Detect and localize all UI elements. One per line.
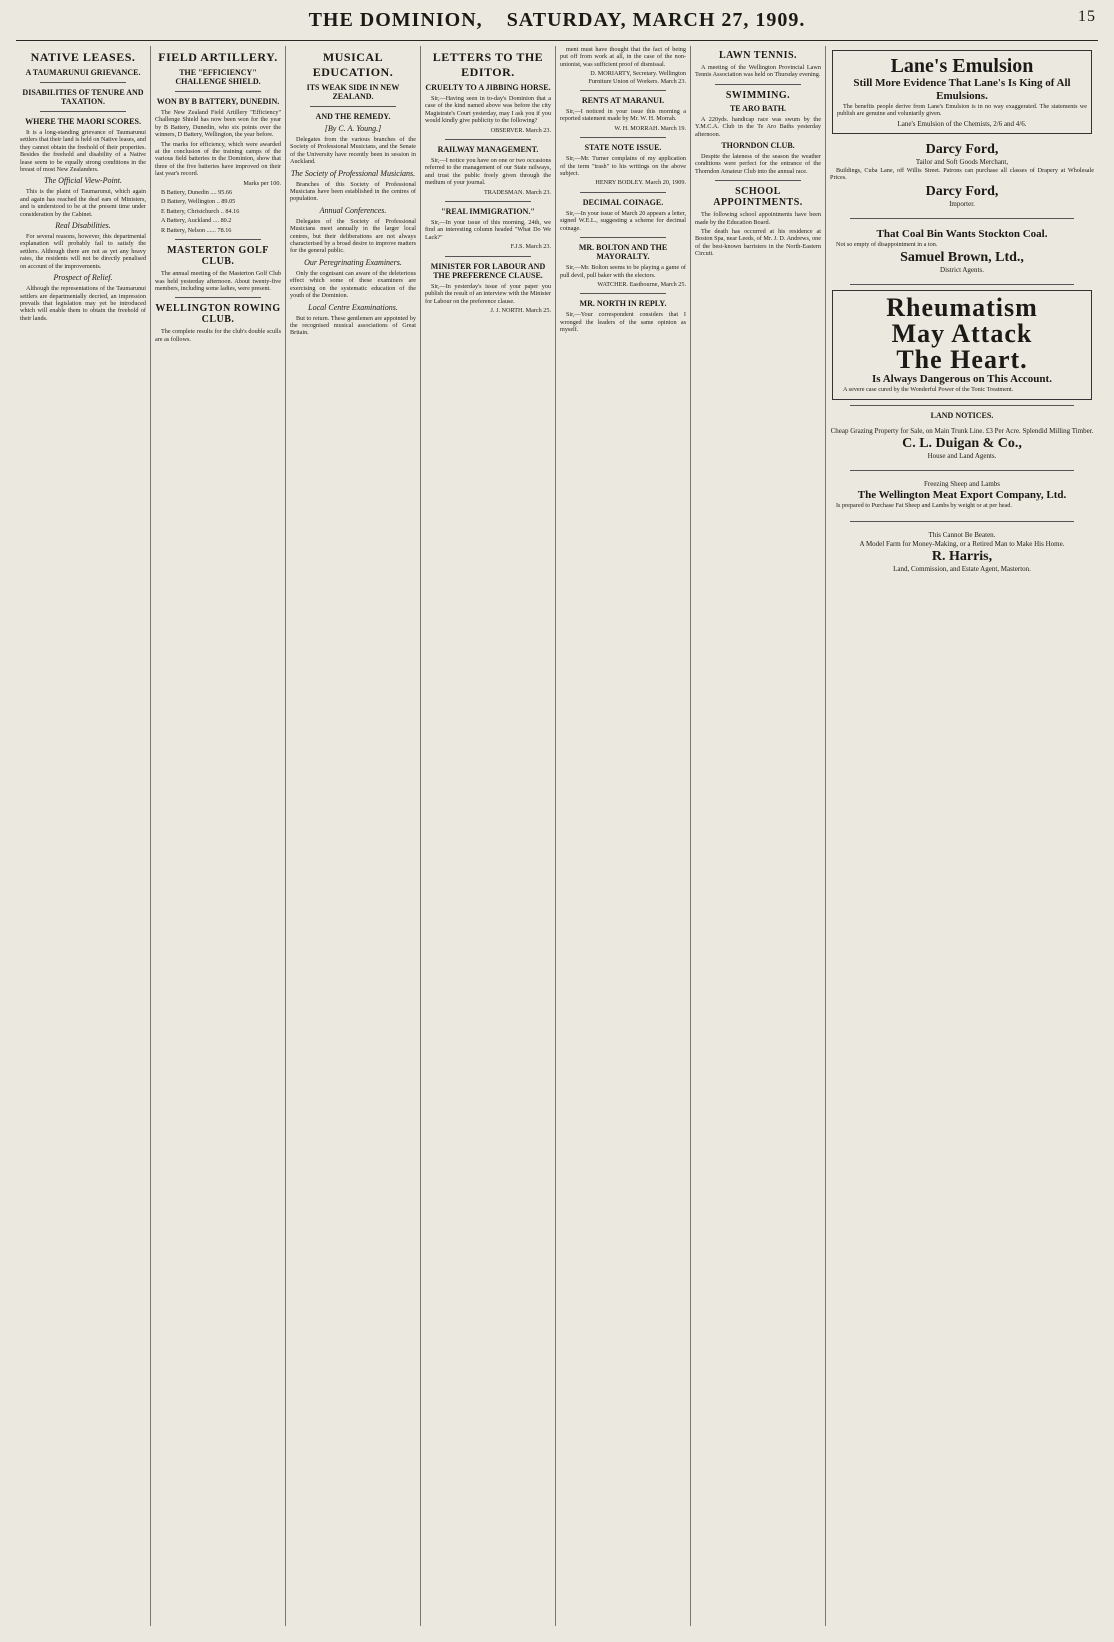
- divider: [310, 106, 396, 107]
- article-paragraph: The New Zealand Field Artillery "Efficiency" Challenge Shield has now been won for the year by B Battery, Dunedin, who six points over the winners, D Battery, Wellington, the year before.: [155, 109, 281, 139]
- ad-rheum-body: A severe case cured by the Wonderful Power of the Tonic Treatment.: [843, 386, 1014, 394]
- article-paragraph: A meeting of the Wellington Provincial Lawn Tennis Association was held on Thursday evening.: [695, 64, 821, 79]
- subhead-won-by: WON BY B BATTERY, DUNEDIN.: [156, 97, 280, 106]
- ad-beaten-agent: Land, Commission, and Estate Agent, Masterton.: [893, 564, 1031, 573]
- subhead-jibbing-horse: CRUELTY TO A JIBBING HORSE.: [425, 83, 551, 92]
- subhead-local-centre: Local Centre Examinations.: [308, 302, 398, 312]
- subhead-te-aro: TE ARO BATH.: [729, 103, 787, 113]
- column-advertisements: [826, 46, 1098, 1626]
- ad-darcy-ford: [830, 138, 1094, 213]
- divider: [40, 111, 126, 112]
- ad-coal-body: Not so empty of disappointment in a ton.: [836, 240, 938, 248]
- marks-row: D Battery, Wellington .. 89.05: [161, 198, 236, 206]
- headline-swimming: SWIMMING.: [725, 89, 791, 101]
- paper-name: THE DOMINION,: [308, 8, 483, 31]
- subhead-remedy: AND THE REMEDY.: [315, 112, 391, 121]
- ad-land-company: C. L. Duigan & Co.,: [902, 436, 1022, 452]
- subhead-official-view: The Official View-Point.: [44, 176, 122, 186]
- subhead-bolton: MR. BOLTON AND THE MAYORALTY.: [578, 243, 668, 262]
- ad-land-body: Cheap Grazing Property for Sale, on Main Trunk Line. £3 Per Acre. Splendid Milling Timber.: [830, 427, 1094, 436]
- ad-model-farm: [830, 527, 1094, 578]
- divider: [715, 180, 801, 181]
- subhead-grievance: A TAUMARUNUI GRIEVANCE.: [25, 68, 141, 77]
- ad-freeze-body: Is prepared to Purchase Fat Sheep and Lambs by weight or at per head.: [836, 502, 1012, 510]
- article-paragraph: Despite the lateness of the season the weather conditions were perfect for the entrance of the Thorndon Amateur Club into the annual race.: [695, 153, 821, 175]
- letter-signature: TRADESMAN. March 23.: [483, 188, 551, 196]
- letter-paragraph: Sir,—In your issue of March 20 appears a letter, signed W.E.L., suggesting a scheme for decimal coinage.: [560, 209, 686, 232]
- ad-rheum-line-2: May Attack: [891, 319, 1033, 349]
- letter-paragraph: ment must have thought that the fact of being put off from work at all, in the case of the non-unionist, was sufficient proof of dismissal.: [560, 46, 686, 68]
- article-paragraph: Although the representations of the Taumarunui settlers are departmentally decried, an impression prevails that legislation may yet be introduced which will enable them to obtain the freehold of their lands.: [20, 285, 146, 322]
- letter-signature: D. MORIARTY, Secretary. Wellington Furniture Union of Workers. March 23.: [588, 70, 686, 85]
- letter-signature: W. H. MORRAH. March 19.: [614, 124, 686, 132]
- ad-darcy-body: Buildings, Cuba Lane, off Willis Street. Patrons can purchase all classes of Drapery at Wholesale Prices.: [830, 166, 1094, 182]
- article-paragraph: For several reasons, however, this departmental explanation will probably fail to satisfy the settlers. Although there are not as yet any heavy rates, the residents will not be directly penalised on account of the improvements.: [20, 233, 146, 270]
- headline-field-artillery: FIELD ARTILLERY.: [158, 50, 278, 64]
- subhead-disabilities: DISABILITIES OF TENURE AND TAXATION.: [22, 88, 144, 106]
- ad-lanes-title: Lane's Emulsion: [890, 55, 1034, 77]
- ad-stockton-coal: [830, 224, 1094, 279]
- ad-freeze-company: The Wellington Meat Export Company, Ltd.: [857, 489, 1067, 502]
- article-paragraph: This is the plaint of Taumarunui, which again and again has reached the deaf ears of Ministers, and is understood to be at the present time under consideration by the Cabinet.: [20, 188, 146, 218]
- divider: [580, 293, 666, 294]
- ad-darcy-title: Darcy Ford,: [925, 141, 999, 157]
- column-field-artillery: [151, 46, 286, 1626]
- letter-signature: OBSERVER. March 23.: [490, 126, 551, 134]
- ad-land-company-sub: House and Land Agents.: [927, 452, 997, 461]
- article-paragraph: Delegates from the various branches of the Society of Professional Musicians, and the Senate of the University have recently been in session in Auckland.: [290, 136, 416, 166]
- ad-beaten-head: This Cannot Be Beaten.: [928, 530, 996, 539]
- ad-freeze-head: Freezing Sheep and Lambs: [923, 480, 1000, 489]
- divider: [715, 84, 801, 85]
- headline-native-leases: NATIVE LEASES.: [30, 50, 136, 64]
- ad-coal-agents: District Agents.: [940, 266, 984, 275]
- ad-beaten-sub: A Model Farm for Money-Making, or a Retired Man to Make His Home.: [859, 539, 1065, 548]
- divider: [175, 91, 261, 92]
- marks-row: R Battery, Nelson ...... 78.16: [161, 226, 232, 234]
- headline-land-notices: LAND NOTICES.: [930, 411, 994, 421]
- headline-school: SCHOOL APPOINTMENTS.: [713, 186, 803, 209]
- subhead-society: The Society of Professional Musicians.: [290, 168, 416, 178]
- byline: [By C. A. Young.]: [324, 124, 382, 133]
- divider: [175, 239, 261, 240]
- divider: [580, 137, 666, 138]
- article-paragraph: The complete results for the club's double sculls are as follows.: [155, 328, 281, 343]
- subhead-state-note: STATE NOTE ISSUE.: [584, 143, 662, 153]
- ad-lanes-sub: Still More Evidence That Lane's Is King of All Emulsions.: [853, 77, 1071, 102]
- letter-paragraph: Sir,—Having seen in to-day's Dominion that a case of the kind named above was before the city Magistrate's Court yesterday, may I ask you if you would kindly give publicity to the following?: [425, 95, 551, 125]
- marks-row: B Battery, Dunedin .... 95.66: [161, 189, 233, 197]
- ad-lanes-emulsion: [832, 50, 1092, 134]
- marks-row: A Battery, Auckland .... 80.2: [161, 217, 232, 225]
- issue-date: SATURDAY, MARCH 27, 1909.: [506, 8, 806, 31]
- ad-darcy-importer: Importer.: [949, 199, 975, 208]
- column-sports: [691, 46, 826, 1626]
- divider: [850, 218, 1074, 219]
- marks-label: Marks per 100.: [243, 179, 281, 187]
- subhead-examiners: Our Peregrinating Examiners.: [304, 257, 402, 267]
- divider: [850, 284, 1074, 285]
- headline-letters: LETTERS TO THE EDITOR.: [432, 50, 544, 79]
- headline-golf-club: MASTERTON GOLF CLUB.: [167, 245, 269, 268]
- divider: [40, 82, 126, 83]
- ad-coal-company: Samuel Brown, Ltd.,: [900, 250, 1024, 266]
- letter-paragraph: Sir,—Mr. Bolton seems to be playing a game of pull devil, pull baker with the electors.: [560, 264, 686, 279]
- column-musical-education: [286, 46, 421, 1626]
- ad-rheum-line-3: The Heart.: [896, 345, 1028, 375]
- subhead-conferences: Annual Conferences.: [319, 205, 387, 215]
- divider: [580, 90, 666, 91]
- headline-rowing-club: WELLINGTON ROWING CLUB.: [155, 303, 281, 326]
- article-paragraph: The marks for efficiency, which were awarded at the conclusion of the training camps of the various field batteries in the Dominion, show that three of the five batteries have improved on their last year's record.: [155, 140, 281, 178]
- article-paragraph: Branches of this Society of Professional Musicians have been established in the centres of population.: [290, 180, 416, 203]
- letter-signature: F.J.S. March 23.: [510, 243, 551, 251]
- subhead-thorndon: THORNDON CLUB.: [721, 141, 795, 151]
- headline-musical-education: MUSICAL EDUCATION.: [312, 50, 394, 79]
- article-paragraph: The following school appointments have been made by the Education Board.: [695, 211, 821, 226]
- ad-rheumatism: [832, 290, 1092, 400]
- subhead-challenge-shield: THE "EFFICIENCY" CHALLENGE SHIELD.: [175, 68, 261, 86]
- ad-rheum-line-1: Rheumatism: [886, 293, 1038, 323]
- divider: [580, 237, 666, 238]
- subhead-north-reply: MR. NORTH IN REPLY.: [579, 299, 667, 309]
- article-paragraph: Only the cognisant can aware of the deleterious effect which some of these examiners are exercising on the systematic education of the youth of the Dominion.: [290, 269, 416, 300]
- column-letters: [421, 46, 556, 1626]
- letter-signature: WATCHER. Eastbourne, March 25.: [597, 280, 686, 288]
- article-paragraph: But to return. These gentlemen are appointed by the recognised musical associations of Great Britain.: [290, 314, 416, 337]
- masthead: [0, 0, 1114, 40]
- subhead-prospect-relief: Prospect of Relief.: [53, 273, 113, 283]
- letter-paragraph: Sir,—Your correspondent considers that I wronged the leaders of the same opinion as myself.: [560, 311, 686, 334]
- divider: [850, 470, 1074, 471]
- column-native-leases: [16, 46, 151, 1626]
- letter-signature: J. J. NORTH. March 25.: [490, 306, 551, 314]
- article-paragraph: It is a long-standing grievance of Taumarunui settlers that their land is held on Native leases, and they cannot obtain the freehold of their properties. Besides the freehold and disability of a Native lease seem to be equally strong conditions in the breast of most New Zealanders.: [20, 129, 146, 174]
- subhead-immigration: "REAL IMMIGRATION.": [441, 207, 535, 217]
- page-number: 15: [1078, 8, 1096, 25]
- marks-row: E Battery, Christchurch .. 84.16: [161, 207, 240, 215]
- subhead-maori-scores: WHERE THE MAORI SCORES.: [25, 117, 141, 126]
- subhead-real-disabilities: Real Disabilities.: [55, 221, 111, 231]
- ad-meat-export: [830, 476, 1094, 515]
- divider: [445, 201, 531, 202]
- subhead-railway: RAILWAY MANAGEMENT.: [437, 145, 539, 155]
- divider: [175, 297, 261, 298]
- article-paragraph: A 220yds. handicap race was swum by the Y.M.C.A. Club in the Te Aro Baths yesterday afternoon.: [695, 115, 821, 138]
- ad-darcy-sub: Tailor and Soft Goods Merchant,: [915, 157, 1009, 166]
- headline-lawn-tennis: LAWN TENNIS.: [718, 50, 798, 61]
- article-paragraph: The death has occurred at his residence at Boston Spa, near Leeds, of Mr. J. D. Andrews, one of the best-known barristers in the North-Eastern Circuit.: [695, 228, 821, 258]
- subhead-weak-side: ITS WEAK SIDE IN NEW ZEALAND.: [306, 83, 400, 101]
- divider: [580, 192, 666, 193]
- page-columns: [16, 46, 1098, 1626]
- letter-paragraph: Sir,—In yesterday's issue of your paper you publish the result of an interview with the Minister for Labour on the preference clause.: [425, 282, 551, 305]
- article-paragraph: Delegates of the Society of Professional Musicians meet annually in the larger local centres, but their deliberations are not always characterised by a broad desire to improve matters for the general public.: [290, 217, 416, 255]
- divider: [445, 256, 531, 257]
- letter-paragraph: Sir,—I notice you have on one or two occasions referred to the management of our State railways, and trust the public freely given through the medium of your journal.: [425, 157, 551, 187]
- letter-paragraph: Sir,—In your issue of this morning, 24th, we find an interesting column headed "What Do We Lack?": [425, 219, 551, 241]
- letter-paragraph: Sir,—I noticed in your issue this morning a reported statement made by Mr. W. H. Morrah.: [560, 108, 686, 123]
- subhead-decimal: DECIMAL COINAGE.: [582, 197, 664, 207]
- ad-land-sale: [830, 423, 1094, 465]
- letter-paragraph: Sir,—Mr. Turner complains of my application of the term "trash" to his writings on the above subject.: [560, 155, 686, 178]
- ad-darcy-title-2: Darcy Ford,: [925, 183, 999, 199]
- ad-coal-title: That Coal Bin Wants Stockton Coal.: [876, 227, 1048, 240]
- article-paragraph: The annual meeting of the Masterton Golf Club was held yesterday afternoon. About twenty-five members, including some ladies, were present.: [155, 270, 281, 292]
- ad-lanes-body: The benefits people derive from Lane's Emulsion is in no way exaggerated. The statements we publish are genuine and voluntarily given.: [837, 103, 1087, 118]
- divider: [445, 139, 531, 140]
- subhead-rents-maranui: RENTS AT MARANUI.: [581, 96, 665, 106]
- ad-beaten-company: R. Harris,: [931, 548, 993, 564]
- subhead-minister-labour: MINISTER FOR LABOUR AND THE PREFERENCE CLAUSE.: [430, 261, 546, 280]
- column-letters-continued: [556, 46, 691, 1626]
- ad-lanes-foot: Lane's Emulsion of the Chemists, 2/6 and 4/6.: [897, 119, 1027, 128]
- top-rule: [16, 40, 1098, 41]
- divider: [850, 405, 1074, 406]
- letter-signature: HENRY BODLEY. March 20, 1909.: [595, 179, 686, 187]
- ad-rheum-sub: Is Always Dangerous on This Account.: [872, 373, 1052, 386]
- divider: [850, 521, 1074, 522]
